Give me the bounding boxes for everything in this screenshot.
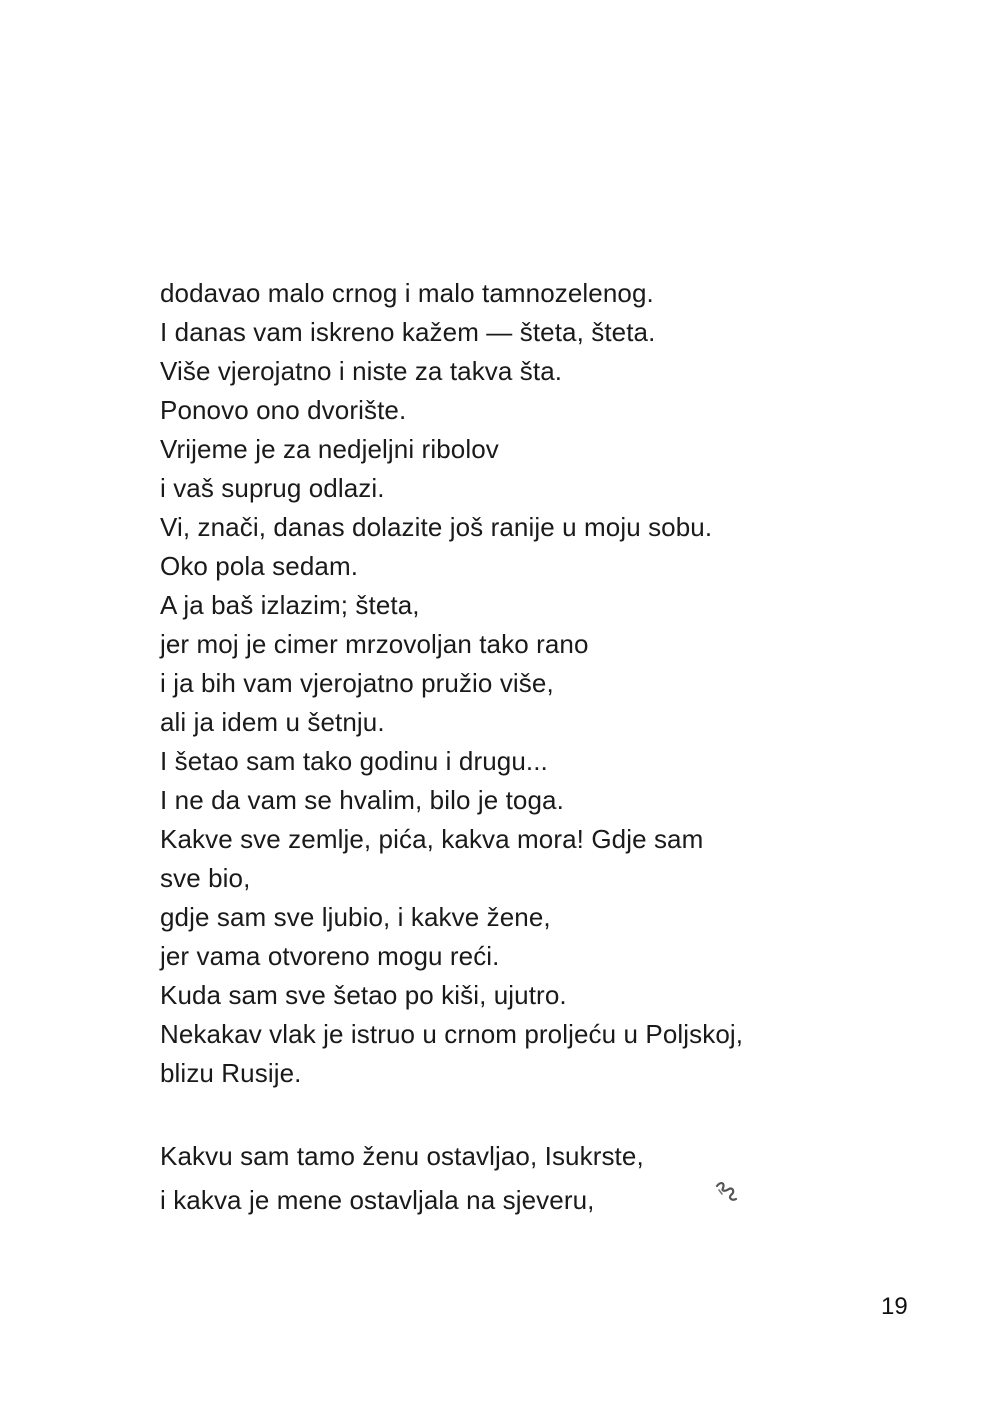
poem-line: I ne da vam se hvalim, bilo je toga. — [160, 785, 564, 815]
poem-line: A ja baš izlazim; šteta, — [160, 590, 420, 620]
poem-line: Kuda sam sve šetao po kiši, ujutro. — [160, 980, 567, 1010]
poem-line: Vi, znači, danas dolazite još ranije u moju sobu. — [160, 512, 713, 542]
poem-line: Vrijeme je za nedjeljni ribolov — [160, 434, 499, 464]
poem-line: ali ja idem u šetnju. — [160, 707, 385, 737]
poem-line: Oko pola sedam. — [160, 551, 359, 581]
poem-line: i vaš suprug odlazi. — [160, 473, 385, 503]
poem-line: Kakve sve zemlje, pića, kakva mora! Gdje sam — [160, 824, 704, 854]
page-number: 19 — [881, 1293, 908, 1320]
poem-line: jer vama otvoreno mogu reći. — [160, 941, 500, 971]
squiggle-mark-icon — [712, 1180, 740, 1206]
poem-line: jer moj je cimer mrzovoljan tako rano — [160, 629, 589, 659]
poem-line: Nekakav vlak je istruo u crnom proljeću u Poljskoj, — [160, 1019, 744, 1049]
poem-line: sve bio, — [160, 863, 251, 893]
stanza-break — [160, 1093, 880, 1132]
poem-line: I danas vam iskreno kažem — šteta, šteta. — [160, 317, 656, 347]
poem-line: blizu Rusije. — [160, 1058, 302, 1088]
poem-line: i kakva je mene ostavljala na sjeveru, — [160, 1185, 595, 1215]
poem-line: Ponovo ono dvorište. — [160, 395, 407, 425]
poem-line: dodavao malo crnog i malo tamnozelenog. — [160, 278, 654, 308]
poem-line: Kakvu sam tamo ženu ostavljao, Isukrste, — [160, 1141, 644, 1171]
poem-line: i ja bih vam vjerojatno pružio više, — [160, 668, 554, 698]
poem-text — [160, 274, 880, 1220]
poem-line: gdje sam sve ljubio, i kakve žene, — [160, 902, 551, 932]
poem-line: Više vjerojatno i niste za takva šta. — [160, 356, 563, 386]
poem-line: I šetao sam tako godinu i drugu... — [160, 746, 548, 776]
